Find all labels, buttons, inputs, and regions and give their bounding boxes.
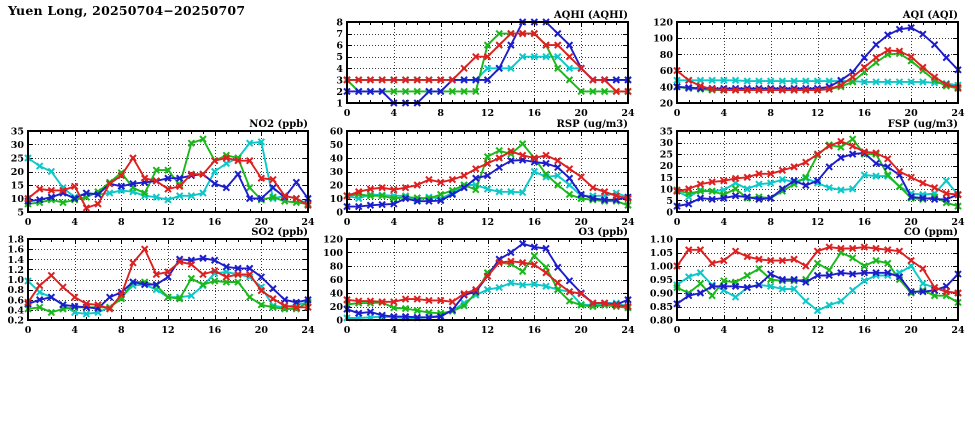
x-tick-label: 16 (208, 217, 222, 228)
x-tick-label: 0 (24, 217, 32, 228)
chart-canvas-so2 (0, 223, 322, 338)
y-axis-labels (336, 18, 343, 110)
series-blue (25, 255, 311, 311)
chart-canvas-o3 (301, 223, 642, 338)
y-tick-label: 1.4 (7, 254, 24, 266)
y-tick-label: 5 (666, 195, 673, 207)
y-tick-label: 0 (336, 315, 343, 327)
y-tick-label: 1.05 (649, 248, 673, 259)
x-tick-label: 4 (71, 217, 78, 228)
series-markers-red (344, 31, 631, 95)
x-tick-label: 12 (161, 217, 175, 228)
y-tick-label: 20 (329, 180, 343, 192)
y-tick-label: 0.90 (649, 288, 673, 300)
y-tick-label: 120 (653, 17, 673, 29)
series-line-green (677, 253, 958, 303)
x-tick-label: 24 (951, 108, 965, 119)
x-tick-label: 0 (343, 108, 351, 119)
x-tick-label: 24 (621, 217, 635, 228)
x-tick-label: 24 (301, 325, 315, 336)
series-line-red (677, 50, 958, 90)
x-axis-labels (344, 325, 635, 336)
x-tick-label: 0 (343, 217, 351, 228)
chart-canvas-fsp (631, 115, 972, 230)
series-markers-red (674, 138, 961, 197)
y-tick-label: 20 (329, 302, 343, 313)
y-tick-label: 10 (659, 184, 673, 196)
y-tick-label: 100 (323, 248, 343, 259)
x-tick-label: 4 (71, 325, 78, 336)
y-tick-label: 25 (659, 149, 673, 161)
series-cyan (674, 77, 961, 88)
y-tick-label: 3 (336, 75, 343, 87)
y-axis-labels (330, 127, 344, 219)
x-tick-label: 0 (673, 108, 681, 119)
y-tick-label: 1.0 (7, 275, 24, 286)
y-axis-labels (7, 235, 24, 327)
y-tick-label: 1.00 (649, 261, 673, 273)
series-green (344, 31, 631, 95)
y-tick-label: 0 (336, 207, 343, 219)
x-tick-label: 4 (390, 217, 398, 228)
series-markers-cyan (674, 172, 961, 200)
page-title: Yuen Long, 20250704−20250707 (8, 3, 246, 18)
y-tick-label: 5 (17, 207, 24, 219)
x-tick-label: 16 (208, 325, 222, 336)
x-tick-label: 8 (437, 108, 444, 119)
series-markers-cyan (344, 280, 631, 321)
y-tick-label: 0 (666, 207, 673, 219)
x-tick-label: 4 (720, 325, 728, 336)
y-tick-label: 15 (659, 172, 673, 184)
x-tick-label: 20 (574, 325, 588, 336)
y-tick-label: 60 (329, 275, 343, 286)
y-tick-label: 6 (336, 40, 343, 52)
x-tick-label: 8 (437, 325, 444, 336)
y-tick-label: 10 (329, 194, 343, 205)
x-tick-label: 8 (118, 325, 125, 336)
x-tick-label: 16 (857, 325, 871, 336)
y-tick-label: 35 (659, 126, 673, 138)
y-tick-label: 0.8 (7, 285, 24, 297)
x-tick-label: 20 (904, 325, 918, 336)
chart-canvas-rsp (301, 115, 642, 230)
series-markers-red (25, 155, 311, 211)
y-tick-label: 5 (336, 52, 343, 64)
chart-canvas-aqhi (301, 6, 642, 121)
y-tick-label: 40 (329, 153, 343, 165)
series-red (25, 155, 311, 211)
y-tick-label: 30 (10, 140, 24, 151)
x-tick-label: 4 (390, 108, 398, 119)
x-tick-label: 8 (437, 217, 444, 228)
chart-title-rsp: RSP (ug/m3) (556, 119, 628, 130)
chart-no2 (0, 115, 322, 230)
x-tick-label: 12 (480, 217, 495, 228)
y-tick-label: 0.80 (649, 315, 673, 327)
y-tick-label: 2 (336, 86, 343, 98)
chart-aqi (631, 6, 972, 121)
y-tick-label: 30 (329, 167, 343, 178)
chart-title-aqhi: AQHI (AQHI) (553, 10, 628, 21)
x-tick-label: 16 (527, 108, 541, 119)
y-tick-label: 1.2 (7, 264, 24, 276)
x-tick-label: 16 (527, 325, 541, 336)
x-tick-label: 24 (621, 108, 635, 119)
axis-ticks (347, 131, 629, 213)
x-tick-label: 20 (574, 108, 588, 119)
x-tick-label: 20 (574, 217, 588, 228)
y-tick-label: 80 (659, 49, 673, 61)
x-tick-label: 8 (767, 108, 774, 119)
x-tick-label: 20 (254, 217, 268, 228)
x-tick-label: 8 (767, 325, 774, 336)
x-tick-label: 12 (161, 325, 175, 336)
y-tick-label: 30 (659, 138, 673, 150)
chart-rsp (301, 115, 642, 230)
x-tick-label: 12 (810, 217, 825, 228)
axis-ticks (677, 131, 959, 213)
x-tick-label: 12 (480, 108, 495, 119)
chart-fsp (631, 115, 972, 230)
y-axis-labels (653, 18, 673, 110)
x-tick-label: 0 (673, 217, 681, 228)
chart-canvas-aqi (631, 6, 972, 121)
y-tick-label: 40 (329, 288, 343, 300)
y-tick-label: 25 (10, 153, 24, 165)
y-tick-label: 60 (329, 126, 343, 138)
gridlines (348, 240, 627, 319)
chart-o3 (301, 223, 642, 338)
y-tick-label: 80 (329, 261, 343, 273)
series-line-green (347, 34, 628, 92)
axis-ticks (347, 239, 629, 321)
series-red (344, 31, 631, 95)
chart-aqhi (301, 6, 642, 121)
y-tick-label: 15 (10, 180, 24, 192)
chart-so2 (0, 223, 322, 338)
x-tick-label: 20 (904, 108, 918, 119)
x-tick-label: 20 (904, 217, 918, 228)
x-tick-label: 24 (951, 217, 965, 228)
y-tick-label: 0.4 (7, 305, 24, 317)
x-tick-label: 8 (118, 217, 125, 228)
chart-title-fsp: FSP (ug/m3) (887, 119, 958, 130)
y-tick-label: 20 (659, 98, 673, 110)
chart-canvas-co (631, 223, 972, 338)
x-tick-label: 8 (767, 217, 774, 228)
chart-title-no2: NO2 (ppb) (249, 119, 308, 130)
y-tick-label: 40 (659, 82, 673, 94)
chart-canvas-no2 (0, 115, 322, 230)
y-tick-label: 1.6 (7, 244, 24, 256)
x-tick-label: 24 (951, 325, 965, 336)
y-tick-label: 20 (10, 167, 24, 178)
x-tick-label: 16 (527, 217, 541, 228)
y-axis-labels (323, 235, 343, 327)
y-tick-label: 60 (659, 66, 673, 78)
x-tick-label: 0 (343, 325, 351, 336)
series-red (344, 258, 631, 309)
y-tick-label: 1.8 (7, 234, 24, 246)
chart-title-o3: O3 (ppb) (578, 227, 628, 238)
series-green (344, 253, 631, 316)
series-markers-green (344, 31, 631, 95)
y-tick-label: 0.85 (649, 302, 673, 313)
y-tick-label: 35 (10, 126, 24, 138)
series-cyan (344, 280, 631, 321)
y-tick-label: 10 (10, 194, 24, 205)
x-tick-label: 4 (720, 108, 728, 119)
x-tick-label: 16 (857, 108, 871, 119)
x-tick-label: 16 (857, 217, 871, 228)
y-tick-label: 1.10 (649, 234, 673, 246)
y-tick-label: 7 (336, 29, 343, 41)
x-tick-label: 24 (621, 325, 635, 336)
series-red (674, 138, 961, 197)
gridlines (348, 23, 627, 102)
x-tick-label: 24 (301, 217, 315, 228)
x-tick-label: 12 (810, 108, 825, 119)
y-tick-label: 100 (653, 33, 673, 45)
y-tick-label: 0.95 (649, 275, 673, 286)
series-blue (344, 19, 631, 106)
y-tick-label: 50 (329, 140, 343, 151)
series-line-red (677, 141, 958, 194)
series-line-red (347, 34, 628, 92)
x-tick-label: 0 (24, 325, 32, 336)
y-axis-labels (660, 127, 674, 219)
x-axis-labels (674, 325, 965, 336)
x-tick-label: 12 (480, 325, 495, 336)
y-tick-label: 4 (336, 63, 343, 75)
x-axis-labels (25, 325, 315, 336)
y-tick-label: 120 (323, 234, 343, 246)
chart-co (631, 223, 972, 338)
y-axis-labels (11, 127, 25, 219)
series-line-red (347, 261, 628, 306)
y-tick-label: 0.2 (7, 315, 24, 327)
y-tick-label: 0.6 (7, 295, 24, 307)
x-tick-label: 4 (390, 325, 398, 336)
y-tick-label: 8 (336, 17, 343, 29)
y-axis-labels (650, 235, 674, 327)
x-tick-label: 4 (720, 217, 728, 228)
x-tick-label: 20 (254, 325, 268, 336)
chart-title-so2: SO2 (ppb) (251, 227, 308, 238)
chart-title-aqi: AQI (AQI) (902, 10, 958, 21)
y-tick-label: 1 (336, 98, 343, 110)
series-line-green (677, 139, 958, 206)
series-line-blue (677, 28, 958, 89)
series-line-cyan (347, 283, 628, 318)
x-tick-label: 0 (673, 325, 681, 336)
series-markers-blue (344, 19, 631, 106)
y-tick-label: 20 (659, 161, 673, 173)
series-cyan (674, 172, 961, 200)
x-tick-label: 12 (810, 325, 825, 336)
chart-title-co: CO (ppm) (903, 227, 958, 238)
